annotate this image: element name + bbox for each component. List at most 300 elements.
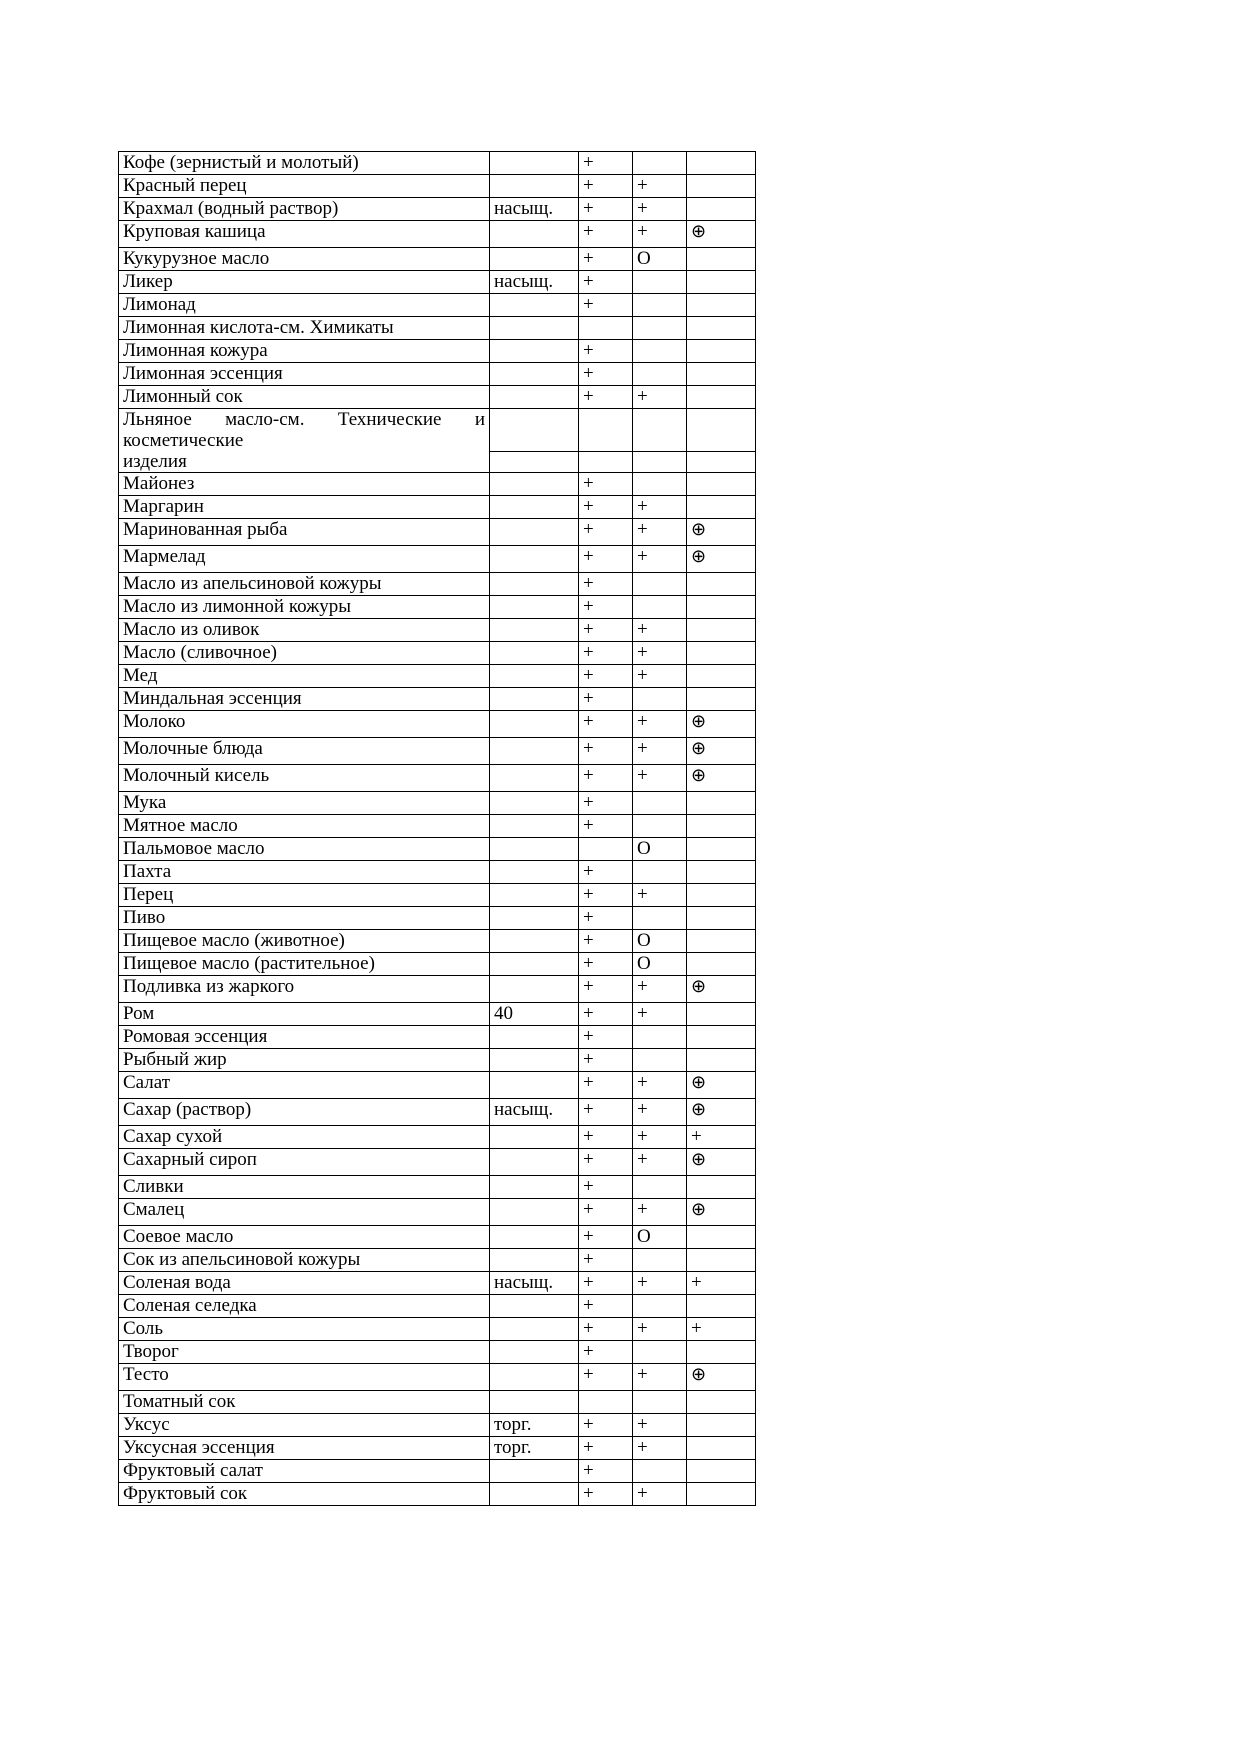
concentration-cell <box>490 1026 579 1049</box>
resistance-a-cell: + <box>579 1226 633 1249</box>
table-row <box>119 1272 756 1295</box>
resistance-b-cell <box>633 792 687 815</box>
table-row <box>119 1226 756 1249</box>
table-row <box>119 1460 756 1483</box>
resistance-a-cell: + <box>579 340 633 363</box>
substance-name-cell: Лимонная эссенция <box>119 363 490 386</box>
resistance-a-cell: + <box>579 711 633 738</box>
resistance-a-cell: + <box>579 1026 633 1049</box>
resistance-b-cell <box>633 1341 687 1364</box>
resistance-c-cell <box>687 1437 756 1460</box>
table-row <box>119 496 756 519</box>
substance-name-cell: Лимонад <box>119 294 490 317</box>
resistance-a-cell <box>579 1391 633 1414</box>
substance-name-cell: Соль <box>119 1318 490 1341</box>
resistance-b-cell: O <box>633 838 687 861</box>
resistance-b-cell <box>633 688 687 711</box>
substance-name-cell: Крахмал (водный раствор) <box>119 198 490 221</box>
concentration-cell <box>490 619 579 642</box>
table-row <box>119 792 756 815</box>
resistance-a-cell: + <box>579 1126 633 1149</box>
resistance-c-cell <box>687 175 756 198</box>
concentration-cell <box>490 175 579 198</box>
concentration-cell <box>490 294 579 317</box>
substance-name-cell: Кофе (зернистый и молотый) <box>119 152 490 175</box>
resistance-b-cell <box>633 1295 687 1318</box>
table-row <box>119 1199 756 1226</box>
resistance-b-cell <box>633 294 687 317</box>
resistance-a-cell: + <box>579 1249 633 1272</box>
substance-name-cell: Смалец <box>119 1199 490 1226</box>
resistance-b-cell: + <box>633 221 687 248</box>
table-row <box>119 907 756 930</box>
substance-name-cell: Салат <box>119 1072 490 1099</box>
substance-name-line: изделия <box>123 451 187 472</box>
resistance-c-cell <box>687 340 756 363</box>
table-row <box>119 1026 756 1049</box>
resistance-a-cell: + <box>579 152 633 175</box>
substance-name-cell: Фруктовый салат <box>119 1460 490 1483</box>
resistance-b-cell: + <box>633 1483 687 1506</box>
concentration-cell: насыщ. <box>490 271 579 294</box>
concentration-cell <box>490 1049 579 1072</box>
resistance-a-cell: + <box>579 1341 633 1364</box>
table-row <box>119 711 756 738</box>
resistance-b-cell: + <box>633 738 687 765</box>
substance-name-cell: Пальмовое масло <box>119 838 490 861</box>
resistance-a-cell: + <box>579 1072 633 1099</box>
resistance-b-cell: + <box>633 1414 687 1437</box>
concentration-cell <box>490 976 579 1003</box>
table-row <box>119 665 756 688</box>
table-row <box>119 248 756 271</box>
concentration-cell: насыщ. <box>490 1099 579 1126</box>
concentration-cell <box>490 248 579 271</box>
resistance-a-cell: + <box>579 175 633 198</box>
table-row <box>119 317 756 340</box>
resistance-c-cell: ⊕ <box>687 765 756 792</box>
table-row <box>119 838 756 861</box>
resistance-b-cell <box>633 596 687 619</box>
table-body <box>119 152 756 1506</box>
concentration-cell <box>490 1249 579 1272</box>
resistance-b-cell: + <box>633 175 687 198</box>
resistance-c-cell <box>687 198 756 221</box>
concentration-cell <box>490 386 579 409</box>
concentration-cell <box>490 930 579 953</box>
concentration-cell <box>490 861 579 884</box>
resistance-b-cell <box>633 271 687 294</box>
substance-name-cell: Пищевое масло (растительное) <box>119 953 490 976</box>
resistance-b-cell <box>633 1176 687 1199</box>
resistance-a-cell <box>579 317 633 340</box>
resistance-a-cell: + <box>579 1364 633 1391</box>
substance-name-cell: Масло из апельсиновой кожуры <box>119 573 490 596</box>
table-row <box>119 642 756 665</box>
resistance-a-cell: + <box>579 1003 633 1026</box>
concentration-cell <box>490 765 579 792</box>
cell-divider <box>579 451 632 452</box>
resistance-b-cell: + <box>633 1318 687 1341</box>
table-row <box>119 340 756 363</box>
substance-name-cell: Сахар сухой <box>119 1126 490 1149</box>
table-row <box>119 1364 756 1391</box>
concentration-cell <box>490 1341 579 1364</box>
substance-name-cell: Маргарин <box>119 496 490 519</box>
substance-name-cell: Творог <box>119 1341 490 1364</box>
resistance-a-cell: + <box>579 248 633 271</box>
substance-name-cell: Уксусная эссенция <box>119 1437 490 1460</box>
substance-name-cell: Круповая кашица <box>119 221 490 248</box>
table-row <box>119 294 756 317</box>
resistance-c-cell <box>687 1049 756 1072</box>
table-row <box>119 953 756 976</box>
resistance-b-cell: + <box>633 386 687 409</box>
table-row <box>119 1072 756 1099</box>
resistance-a-cell: + <box>579 815 633 838</box>
resistance-a-cell: + <box>579 1414 633 1437</box>
table-row <box>119 596 756 619</box>
table-row <box>119 1149 756 1176</box>
concentration-cell <box>490 519 579 546</box>
resistance-c-cell <box>687 1249 756 1272</box>
resistance-b-cell: + <box>633 1199 687 1226</box>
resistance-c-cell: ⊕ <box>687 546 756 573</box>
substance-name-cell: Соленая вода <box>119 1272 490 1295</box>
substance-name-cell: Красный перец <box>119 175 490 198</box>
concentration-cell <box>490 409 579 473</box>
resistance-c-cell <box>687 386 756 409</box>
concentration-cell <box>490 711 579 738</box>
concentration-cell <box>490 473 579 496</box>
resistance-a-cell: + <box>579 573 633 596</box>
table-row <box>119 1295 756 1318</box>
substance-name-cell: Ром <box>119 1003 490 1026</box>
resistance-a-cell: + <box>579 1318 633 1341</box>
concentration-cell <box>490 1126 579 1149</box>
substance-name-cell: Сок из апельсиновой кожуры <box>119 1249 490 1272</box>
resistance-b-cell <box>633 1391 687 1414</box>
resistance-b-cell <box>633 1249 687 1272</box>
concentration-cell <box>490 953 579 976</box>
resistance-a-cell: + <box>579 976 633 1003</box>
table-row <box>119 519 756 546</box>
resistance-c-cell: ⊕ <box>687 1364 756 1391</box>
resistance-c-cell <box>687 1295 756 1318</box>
resistance-a-cell: + <box>579 473 633 496</box>
resistance-a-cell: + <box>579 1099 633 1126</box>
resistance-c-cell <box>687 496 756 519</box>
table-row <box>119 976 756 1003</box>
concentration-cell <box>490 907 579 930</box>
resistance-b-cell: O <box>633 1226 687 1249</box>
table-row <box>119 1318 756 1341</box>
concentration-cell: торг. <box>490 1437 579 1460</box>
substance-name-cell: Мятное масло <box>119 815 490 838</box>
substance-name-cell: Томатный сок <box>119 1391 490 1414</box>
concentration-cell <box>490 596 579 619</box>
resistance-a-cell: + <box>579 930 633 953</box>
substance-name-cell: Масло из лимонной кожуры <box>119 596 490 619</box>
resistance-c-cell <box>687 1226 756 1249</box>
resistance-c-cell <box>687 248 756 271</box>
resistance-a-cell: + <box>579 1295 633 1318</box>
resistance-c-cell <box>687 596 756 619</box>
resistance-a-cell: + <box>579 1049 633 1072</box>
resistance-a-cell: + <box>579 1176 633 1199</box>
resistance-c-cell: ⊕ <box>687 1199 756 1226</box>
concentration-cell <box>490 738 579 765</box>
table-row <box>119 221 756 248</box>
resistance-b-cell <box>633 473 687 496</box>
table-row <box>119 198 756 221</box>
substance-name-cell: Соленая селедка <box>119 1295 490 1318</box>
concentration-cell <box>490 815 579 838</box>
table-row <box>119 861 756 884</box>
substance-name-cell: Молочные блюда <box>119 738 490 765</box>
resistance-a-cell: + <box>579 688 633 711</box>
resistance-c-cell: + <box>687 1318 756 1341</box>
table-row <box>119 152 756 175</box>
concentration-cell: 40 <box>490 1003 579 1026</box>
resistance-c-cell <box>687 1341 756 1364</box>
resistance-b-cell: + <box>633 1126 687 1149</box>
resistance-c-cell <box>687 953 756 976</box>
substance-name-cell: Молоко <box>119 711 490 738</box>
resistance-c-cell: ⊕ <box>687 519 756 546</box>
table-row <box>119 815 756 838</box>
resistance-a-cell: + <box>579 1483 633 1506</box>
resistance-c-cell <box>687 1003 756 1026</box>
resistance-b-cell: O <box>633 953 687 976</box>
concentration-cell <box>490 1176 579 1199</box>
resistance-c-cell: ⊕ <box>687 1099 756 1126</box>
cell-divider <box>687 451 755 452</box>
resistance-a-cell: + <box>579 884 633 907</box>
resistance-a-cell: + <box>579 738 633 765</box>
resistance-c-cell: ⊕ <box>687 1072 756 1099</box>
resistance-b-cell: + <box>633 1272 687 1295</box>
concentration-cell <box>490 573 579 596</box>
concentration-cell <box>490 546 579 573</box>
resistance-c-cell <box>687 907 756 930</box>
resistance-c-cell <box>687 1483 756 1506</box>
resistance-b-cell: + <box>633 711 687 738</box>
table-row <box>119 363 756 386</box>
resistance-b-cell: + <box>633 198 687 221</box>
table-row <box>119 271 756 294</box>
substance-name-cell: Пищевое масло (животное) <box>119 930 490 953</box>
resistance-a-cell: + <box>579 907 633 930</box>
resistance-c-cell <box>687 688 756 711</box>
substance-name-cell: Тесто <box>119 1364 490 1391</box>
table-row <box>119 1249 756 1272</box>
resistance-a-cell: + <box>579 1437 633 1460</box>
resistance-b-cell: + <box>633 619 687 642</box>
resistance-c-cell <box>687 815 756 838</box>
substance-name-cell: Сахарный сироп <box>119 1149 490 1176</box>
resistance-b-cell <box>633 861 687 884</box>
resistance-b-cell: + <box>633 976 687 1003</box>
substance-name-cell: Масло (сливочное) <box>119 642 490 665</box>
substance-name-line: Льняное масло-см. Технические и косметические <box>123 409 485 451</box>
resistance-a-cell: + <box>579 1460 633 1483</box>
resistance-c-cell <box>687 792 756 815</box>
table-row <box>119 765 756 792</box>
resistance-b-cell: + <box>633 665 687 688</box>
concentration-cell <box>490 884 579 907</box>
resistance-c-cell <box>687 665 756 688</box>
table-row <box>119 1099 756 1126</box>
resistance-b-cell: + <box>633 1149 687 1176</box>
resistance-a-cell: + <box>579 198 633 221</box>
resistance-a-cell <box>579 409 633 473</box>
concentration-cell <box>490 340 579 363</box>
substance-name-cell: Перец <box>119 884 490 907</box>
resistance-c-cell: + <box>687 1126 756 1149</box>
substance-name-cell: Ликер <box>119 271 490 294</box>
table-row <box>119 1049 756 1072</box>
resistance-b-cell <box>633 573 687 596</box>
substance-name-cell: Фруктовый сок <box>119 1483 490 1506</box>
resistance-a-cell: + <box>579 546 633 573</box>
resistance-b-cell <box>633 363 687 386</box>
concentration-cell <box>490 642 579 665</box>
resistance-c-cell <box>687 1391 756 1414</box>
resistance-a-cell: + <box>579 386 633 409</box>
concentration-cell <box>490 152 579 175</box>
concentration-cell <box>490 1364 579 1391</box>
concentration-cell <box>490 1072 579 1099</box>
concentration-cell <box>490 1226 579 1249</box>
table-row <box>119 386 756 409</box>
concentration-cell <box>490 792 579 815</box>
substance-name-cell: Соевое масло <box>119 1226 490 1249</box>
substance-name-cell: Мука <box>119 792 490 815</box>
table-row <box>119 619 756 642</box>
resistance-c-cell <box>687 317 756 340</box>
concentration-cell <box>490 221 579 248</box>
substance-name-cell: Сахар (раствор) <box>119 1099 490 1126</box>
resistance-b-cell: + <box>633 1437 687 1460</box>
resistance-b-cell <box>633 1026 687 1049</box>
resistance-b-cell: O <box>633 248 687 271</box>
substance-name-cell: Лимонная кожура <box>119 340 490 363</box>
substance-name-cell: Молочный кисель <box>119 765 490 792</box>
resistance-a-cell: + <box>579 1199 633 1226</box>
concentration-cell <box>490 1483 579 1506</box>
resistance-c-cell: ⊕ <box>687 738 756 765</box>
concentration-cell <box>490 1199 579 1226</box>
resistance-c-cell <box>687 363 756 386</box>
resistance-c-cell <box>687 271 756 294</box>
resistance-a-cell: + <box>579 1272 633 1295</box>
resistance-b-cell <box>633 152 687 175</box>
resistance-a-cell: + <box>579 665 633 688</box>
table-row <box>119 688 756 711</box>
resistance-c-cell <box>687 838 756 861</box>
concentration-cell <box>490 665 579 688</box>
table-row <box>119 546 756 573</box>
substance-name-cell: Пахта <box>119 861 490 884</box>
resistance-c-cell <box>687 152 756 175</box>
table-row <box>119 1414 756 1437</box>
resistance-a-cell: + <box>579 765 633 792</box>
table-row <box>119 1176 756 1199</box>
table-row <box>119 409 756 473</box>
resistance-a-cell <box>579 838 633 861</box>
substance-name-cell: Мед <box>119 665 490 688</box>
resistance-a-cell: + <box>579 953 633 976</box>
substance-name-cell: Лимонный сок <box>119 386 490 409</box>
resistance-c-cell: ⊕ <box>687 711 756 738</box>
cell-divider <box>633 451 686 452</box>
resistance-a-cell: + <box>579 519 633 546</box>
table-row <box>119 573 756 596</box>
table-row <box>119 1391 756 1414</box>
resistance-a-cell: + <box>579 792 633 815</box>
resistance-c-cell <box>687 409 756 473</box>
concentration-cell: насыщ. <box>490 1272 579 1295</box>
substance-name-cell: Масло из оливок <box>119 619 490 642</box>
concentration-cell <box>490 1391 579 1414</box>
concentration-cell: насыщ. <box>490 198 579 221</box>
table-row <box>119 473 756 496</box>
resistance-a-cell: + <box>579 861 633 884</box>
resistance-c-cell <box>687 884 756 907</box>
resistance-c-cell <box>687 619 756 642</box>
concentration-cell <box>490 363 579 386</box>
resistance-a-cell: + <box>579 271 633 294</box>
resistance-c-cell <box>687 1460 756 1483</box>
concentration-cell <box>490 688 579 711</box>
resistance-b-cell: + <box>633 642 687 665</box>
substance-name-cell: Ромовая эссенция <box>119 1026 490 1049</box>
concentration-cell: торг. <box>490 1414 579 1437</box>
resistance-a-cell: + <box>579 496 633 519</box>
resistance-b-cell: + <box>633 1003 687 1026</box>
resistance-c-cell <box>687 642 756 665</box>
resistance-b-cell: + <box>633 765 687 792</box>
resistance-a-cell: + <box>579 1149 633 1176</box>
substance-name-cell: Кукурузное масло <box>119 248 490 271</box>
resistance-c-cell: ⊕ <box>687 1149 756 1176</box>
table-row <box>119 1126 756 1149</box>
table-row <box>119 1437 756 1460</box>
resistance-c-cell <box>687 294 756 317</box>
resistance-c-cell: + <box>687 1272 756 1295</box>
resistance-b-cell <box>633 317 687 340</box>
substance-name-cell: Лимонная кислота-см. Химикаты <box>119 317 490 340</box>
resistance-c-cell <box>687 573 756 596</box>
concentration-cell <box>490 1318 579 1341</box>
substance-name-cell: Сливки <box>119 1176 490 1199</box>
substance-name-cell: Рыбный жир <box>119 1049 490 1072</box>
resistance-c-cell <box>687 1026 756 1049</box>
resistance-b-cell <box>633 1049 687 1072</box>
table-row <box>119 175 756 198</box>
substance-name-cell: Мармелад <box>119 546 490 573</box>
resistance-b-cell <box>633 907 687 930</box>
resistance-c-cell <box>687 861 756 884</box>
table-row <box>119 1483 756 1506</box>
resistance-c-cell <box>687 1414 756 1437</box>
table-row <box>119 1003 756 1026</box>
substance-name-cell <box>119 409 490 473</box>
table-row <box>119 884 756 907</box>
resistance-a-cell: + <box>579 363 633 386</box>
resistance-b-cell: + <box>633 496 687 519</box>
